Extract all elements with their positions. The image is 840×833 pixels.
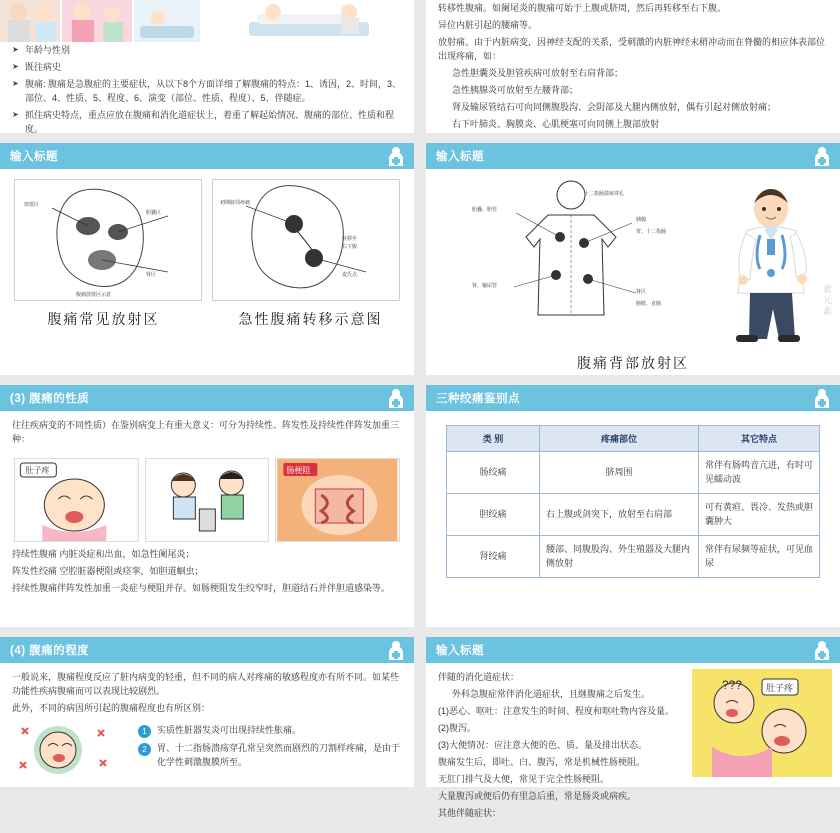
doctor-icon <box>812 639 832 661</box>
slide-7 <box>0 637 414 787</box>
svg-text:转移至: 转移至 <box>342 236 358 242</box>
svg-text:十二指肠溃疡穿孔: 十二指肠溃疡穿孔 <box>584 191 625 197</box>
slide-5-caption-2: 阵发性绞痛 空腔脏器梗阻或痉挛，如胆道蛔虫； <box>12 565 204 576</box>
slide-1-images <box>0 0 414 40</box>
slide-5-caption-3: 持续性腹痛伴阵发性加重一炎症与梗阻并存。如肠梗阻发生绞窄时，胆道结石并伴胆道感染等。 <box>12 582 391 593</box>
th-location: 疼痛部位 <box>540 426 699 452</box>
slide-5-images <box>0 452 414 542</box>
svg-text:肠梗阻: 肠梗阻 <box>286 465 311 475</box>
slide-1-line-4: ➤ 抓住病史特点，重点应放在腹痛和消化道症状上，着重了解起始情况、腹痛的部位、性质和程度。 <box>12 109 402 137</box>
cell-category: 肾绞痛 <box>447 536 540 578</box>
svg-text:膀胱、直肠: 膀胱、直肠 <box>636 301 662 307</box>
slide-3-images <box>0 169 414 301</box>
doctor-icon <box>386 639 406 661</box>
slide-8-line-3: (1)恶心、呕吐：注意发生的时间、程度和呕吐物内容及量。 <box>438 705 675 716</box>
svg-text:肾区: 肾区 <box>146 272 157 278</box>
slide-2-line-4: 急性胆囊炎及胆管疾病可放射至右肩背部； <box>452 67 624 78</box>
th-features: 其它特点 <box>699 426 820 452</box>
slide-4-figure <box>426 169 840 345</box>
cell-features: 常伴有肠鸣音亢进，有时可见蠕动波 <box>699 452 820 494</box>
slide-3 <box>0 143 414 375</box>
cell-location: 脐周围 <box>540 452 699 494</box>
slide-7-illustration <box>12 720 130 781</box>
cell-category: 胆绞痛 <box>447 494 540 536</box>
slide-5-intro-wrap <box>0 411 414 452</box>
slide-8-line-5: (3)大便情况：应注意大便的色、质、量及排出状态。 <box>438 739 648 750</box>
slide-1 <box>0 0 414 133</box>
slide-2 <box>426 0 840 133</box>
slide-7-header <box>0 637 414 663</box>
svg-text:肚子疼: 肚子疼 <box>766 683 794 693</box>
slide-3-header <box>0 143 414 169</box>
cartoon-doctor-patient <box>0 0 203 40</box>
slide-1-line-1: ➤ 年龄与性别 <box>12 44 402 58</box>
item-number-1: 1 <box>138 725 151 738</box>
cartoon-bed-patient <box>209 0 414 40</box>
svg-text:腹痛放射区示意: 腹痛放射区示意 <box>76 292 112 298</box>
table-row <box>447 494 820 536</box>
radiation-zone-diagram <box>14 179 202 301</box>
slide-8-line-1: 伴随的消化道症状： <box>438 672 520 682</box>
slide-4-title: 输入标题 <box>436 151 484 163</box>
slide-8-line-9: 其他伴随症状： <box>438 807 502 818</box>
cell-category: 肠绞痛 <box>447 452 540 494</box>
cell-features: 常伴有尿频等症状，可见血尿 <box>699 536 820 578</box>
th-category: 类 别 <box>447 426 540 452</box>
svg-text:初期脐周疼痛: 初期脐周疼痛 <box>220 200 251 206</box>
svg-text:胰腺: 胰腺 <box>636 217 647 223</box>
slide-7-item-1 <box>138 724 402 738</box>
slide-5-title: (3) 腹痛的性质 <box>10 393 90 405</box>
slide-5-caption-1: 持续性腹痛 内脏炎症和出血，如急性阑尾炎； <box>12 548 195 559</box>
svg-text:右下腹: 右下腹 <box>342 244 358 250</box>
slide-2-line-1: 转移性腹痛。如阑尾炎的腹痛可始于上腹或脐周，然后再转移至右下腹。 <box>438 3 727 13</box>
slide-7-line-1: 一般说来，腹痛程度反应了脏内病变的轻重，但不同的病人对疼痛的敏感程度亦有所不同。如某些功能性疾病腹痛而可以表现比较剧烈。 <box>12 672 400 696</box>
slide-8-line-8: 大量腹泻或便后仍有里急后重，常是肠炎或病疾。 <box>438 790 637 801</box>
slide-8-line-2: 外科急腹症常伴消化道症状，且继腹痛之后发生。 <box>452 688 651 699</box>
colic-comparison-table <box>446 425 820 578</box>
svg-text:麦氏点: 麦氏点 <box>342 272 358 278</box>
svg-text:肾、输尿管: 肾、输尿管 <box>472 283 498 289</box>
doctor-icon <box>386 387 406 409</box>
cartoon-stomach-ache <box>14 458 139 542</box>
svg-text:胆囊区: 胆囊区 <box>146 210 162 216</box>
item-number-2: 2 <box>138 743 151 756</box>
slide-2-line-3: 放射痛。由于内脏病变，因神经支配的关系，受刺激的内脏神经末稍冲动而在脊髓的相应体表部位出现疼痛，如： <box>438 36 826 61</box>
slide-5-captions <box>0 542 414 609</box>
cell-features: 可有黄疸、畏冷、发热或胆囊肿大 <box>699 494 820 536</box>
slide-7-line-2: 此外，不同的病因所引起的腹痛程度也有所区别： <box>12 702 211 713</box>
slide-5-header <box>0 385 414 411</box>
slide-8-line-6: 腹痛发生后，即吐、白、腹泻，常是机械性肠梗阻。 <box>438 756 646 767</box>
slide-5 <box>0 385 414 627</box>
slide-7-item-2 <box>138 742 402 770</box>
table-header-row <box>447 426 820 452</box>
slide-6-title: 三种绞痛鉴别点 <box>436 393 520 405</box>
svg-text:放射区: 放射区 <box>24 202 40 208</box>
svg-text:胃、十二指肠: 胃、十二指肠 <box>636 229 667 235</box>
slide-2-line-7: 右下叶肺炎、胸膜炎、心肌梗塞可向同侧上腹部放射 <box>452 118 660 129</box>
cartoon-kids <box>145 458 270 542</box>
slide-2-line-5: 急性胰腺炎可放射至左腰背部； <box>452 84 579 95</box>
doctor-icon <box>812 145 832 167</box>
doctor-icon <box>386 145 406 167</box>
slide-1-line-3: ➤ 腹痛: 腹痛是急腹症的主要症状，从以下8个方面详细了解腹痛的特点：1、诱因，2、时间，3、部位、4、性质、5、程度、6、演变（部位、性质、程度）、5、伴随症。 <box>12 78 402 106</box>
slide-4 <box>426 143 840 375</box>
table-row <box>447 452 820 494</box>
slide-4-caption: 腹痛背部放射区 <box>577 355 689 371</box>
watermark: 素元素 <box>822 284 832 317</box>
slide-1-line-2: ➤ 既往病史 <box>12 61 402 75</box>
slide-3-caption-right: 急性腹痛转移示意图 <box>238 311 383 327</box>
slide-7-text <box>0 663 414 791</box>
slide-2-text <box>426 0 840 145</box>
intestinal-obstruction-poster <box>275 458 400 542</box>
pain-migration-diagram <box>212 179 400 301</box>
doctor-illustration <box>716 183 826 353</box>
slide-8-illustration <box>692 663 840 833</box>
slide-8-text <box>426 663 692 833</box>
slide-7-item-1-text: 实质性脏器发炎可出现持续性胀痛。 <box>157 724 302 735</box>
svg-text:???: ??? <box>722 678 743 692</box>
slide-7-title: (4) 腹痛的程度 <box>10 645 90 657</box>
doctor-icon <box>812 387 832 409</box>
slide-2-line-6: 肾及输尿管结石可向同侧腹股沟、会阴部及大腿内侧放射，偶有引起对侧放射痛； <box>452 101 777 112</box>
slide-8-title: 输入标题 <box>436 645 484 657</box>
svg-text:肚子疼: 肚子疼 <box>25 465 50 475</box>
slide-4-header <box>426 143 840 169</box>
slide-7-item-2-text: 胃、十二指肠溃疡穿孔常呈突然而剧烈的刀割样疼痛，是由于化学性刺激腹膜所至。 <box>157 742 401 767</box>
svg-text:胆囊、胆管: 胆囊、胆管 <box>472 207 498 213</box>
slide-2-line-2: 异位内脏引起的腰痛等。 <box>438 19 538 30</box>
slide-3-caption-left: 腹痛常见放射区 <box>47 311 160 327</box>
slide-1-text <box>0 40 414 137</box>
slide-8-line-4: (2)腹泻。 <box>438 722 476 733</box>
slide-6-header <box>426 385 840 411</box>
slide-3-title: 输入标题 <box>10 151 58 163</box>
cell-location: 右上腹或剑突下，放射至右肩部 <box>540 494 699 536</box>
slide-6 <box>426 385 840 627</box>
table-row <box>447 536 820 578</box>
svg-text:肾区: 肾区 <box>636 289 647 295</box>
cell-location: 腰部、同腹股沟、外生殖器及大腿内侧放射 <box>540 536 699 578</box>
slide-8 <box>426 637 840 818</box>
slide-8-header <box>426 637 840 663</box>
slide-5-intro: 往往疾病变的不同性质）在鉴别病变上有重大意义：可分为持续性、阵发性及持续性伴阵发加重三种： <box>12 420 400 444</box>
slide-8-line-7: 无肛门排气及大便，常见于完全性肠梗阻。 <box>438 773 610 784</box>
